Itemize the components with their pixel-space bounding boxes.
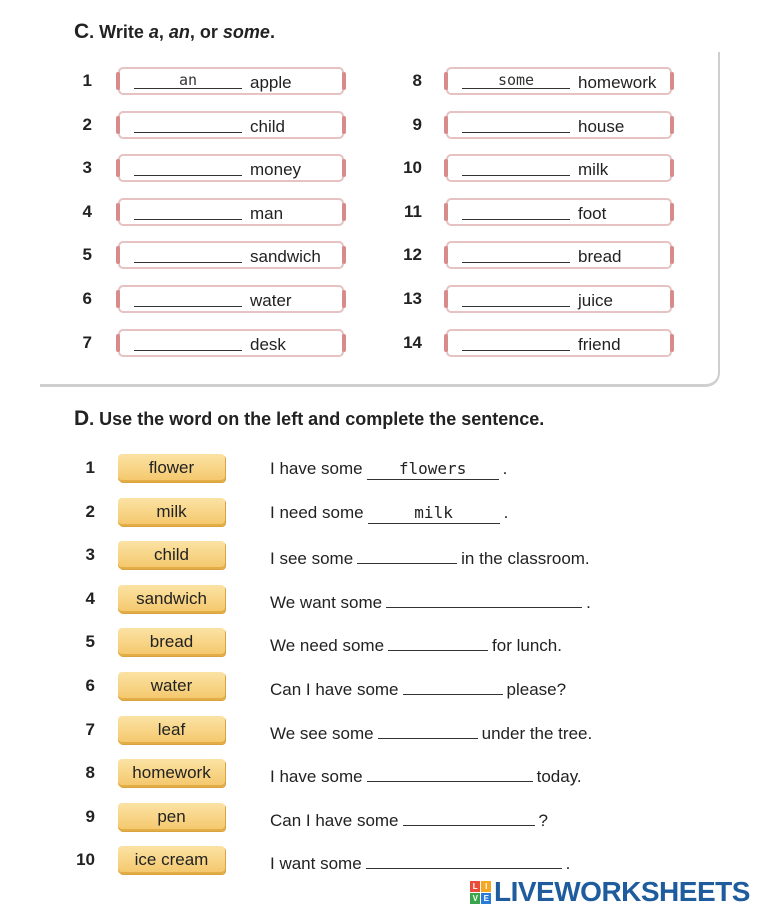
c-item-box [446,285,672,313]
liveworksheets-logo-text: LIVEWORKSHEETS [494,876,750,907]
c-item-number: 12 [403,245,422,265]
d-sentence-start: We want some [270,592,383,612]
d-answer-blank[interactable]: flowers [367,462,499,480]
c-answer-blank[interactable] [134,204,242,220]
c-answer-blank[interactable] [134,160,242,176]
d-item-number: 10 [76,850,95,870]
c-item-box [446,329,672,357]
c-item-box [118,154,344,182]
d-sentence [270,590,591,613]
d-item-number: 8 [85,763,95,783]
logo-mark-letter: V [470,893,480,904]
d-word-tag: ice cream [118,846,225,874]
c-answer-blank[interactable] [462,117,570,133]
d-answer-blank[interactable] [386,590,582,608]
c-item-number: 3 [82,158,92,178]
d-sentence [270,633,562,656]
c-item-word: homework [578,73,657,92]
d-word-tag: homework [118,759,225,787]
d-word-tag: leaf [118,716,225,744]
c-item-number: 9 [412,114,422,134]
d-item-number: 4 [85,588,95,608]
d-sentence [270,808,548,831]
c-item-box [118,285,344,313]
d-item-number: 7 [85,719,95,739]
d-sentence [270,503,508,524]
c-answer-blank[interactable] [462,247,570,263]
d-word-tag: water [118,672,225,700]
c-answer-blank[interactable] [134,247,242,263]
d-word-tag: milk [118,498,225,526]
d-word-tag: sandwich [118,585,225,613]
c-item-box [118,329,344,357]
d-sentence-end: . [586,592,591,612]
c-answer-blank[interactable] [134,117,242,133]
d-sentence-end: please? [506,680,567,699]
c-item-word: bread [578,247,622,267]
d-sentence-end: ? [538,810,548,830]
c-answer-blank[interactable] [462,291,570,307]
logo-mark-letter: L [470,881,480,892]
d-answer-blank[interactable] [366,851,562,869]
c-item-box [446,67,672,95]
d-sentence-start: I need some [270,502,364,522]
c-item-number: 4 [82,201,92,221]
c-item-number: 1 [82,71,92,90]
d-answer-blank[interactable]: milk [368,506,500,524]
d-sentence-end: in the classroom. [461,549,590,569]
c-item-number: 10 [403,158,422,178]
section-c-heading: C. Write a, an, or some. [74,20,275,43]
d-sentence-start: I have some [270,767,363,787]
d-answer-blank[interactable] [378,721,478,739]
c-item-box [118,241,344,269]
d-sentence [270,546,590,569]
d-item-number: 9 [85,806,95,826]
c-item-number: 2 [82,114,92,134]
d-item-number: 3 [85,545,95,565]
liveworksheets-logo [470,876,750,908]
c-answer-blank[interactable] [462,160,570,176]
d-answer-blank[interactable] [357,546,457,564]
c-item-number: 11 [404,201,422,221]
d-sentence [270,764,582,787]
d-item-number: 6 [85,676,95,695]
c-answer-blank[interactable] [462,204,570,220]
d-answer-blank[interactable] [403,808,535,826]
c-item-word: sandwich [250,247,321,267]
d-sentence [270,459,507,480]
c-answer-blank[interactable] [462,335,570,351]
logo-mark-letter: I [481,881,491,892]
d-sentence-end: for lunch. [492,636,562,656]
c-item-number: 8 [412,71,422,90]
d-sentence-end: . [503,502,509,522]
d-sentence [270,721,592,744]
c-item-box [118,111,344,139]
c-item-number: 13 [403,289,422,308]
c-item-box [446,198,672,226]
d-item-number: 1 [85,458,95,477]
c-item-word: child [250,116,285,136]
c-item-number: 7 [82,332,92,352]
c-item-box [446,111,672,139]
d-sentence-end: . [565,854,571,874]
d-sentence [270,851,570,874]
c-answer-blank[interactable]: some [462,73,570,89]
c-item-box [446,241,672,269]
c-item-number: 14 [403,332,422,352]
d-sentence-end: under the tree. [481,723,593,743]
d-word-tag: child [118,541,225,569]
logo-mark-letter: E [481,893,491,904]
d-answer-blank[interactable] [367,764,533,782]
c-item-word: juice [578,291,613,310]
c-item-word: foot [578,203,607,223]
d-item-number: 2 [85,501,95,521]
c-answer-blank[interactable]: an [134,73,242,89]
d-word-tag: pen [118,803,225,831]
c-item-number: 5 [82,245,92,265]
d-sentence-end: today. [536,767,582,787]
liveworksheets-mark-icon [470,881,491,904]
d-sentence-start: I have some [270,459,363,478]
c-answer-blank[interactable] [134,335,242,351]
c-item-box [118,67,344,95]
c-item-word: house [578,116,625,136]
c-item-number: 6 [82,289,92,308]
section-d-heading: D. Use the word on the left and complete the sentence. [74,407,545,430]
d-sentence-start: I want some [270,854,362,874]
c-item-box [118,198,344,226]
c-item-word: desk [250,334,286,354]
c-item-word: money [250,160,302,180]
c-item-word: water [250,291,292,310]
d-item-number: 5 [85,632,95,652]
c-item-word: friend [578,334,621,354]
d-sentence-start: We need some [270,636,385,656]
d-sentence [270,677,566,700]
c-answer-blank[interactable] [134,291,242,307]
c-item-box [446,154,672,182]
d-sentence-start: We see some [270,723,374,743]
d-sentence-start: I see some [270,549,354,569]
c-item-word: milk [578,160,609,180]
c-item-word: apple [250,73,292,92]
d-sentence-end: . [502,459,508,478]
d-word-tag: bread [118,628,225,656]
d-answer-blank[interactable] [388,633,488,651]
d-word-tag: flower [118,454,225,482]
d-answer-blank[interactable] [403,677,503,695]
d-sentence-start: Can I have some [270,680,399,699]
d-sentence-start: Can I have some [270,810,399,830]
c-item-word: man [250,203,284,223]
